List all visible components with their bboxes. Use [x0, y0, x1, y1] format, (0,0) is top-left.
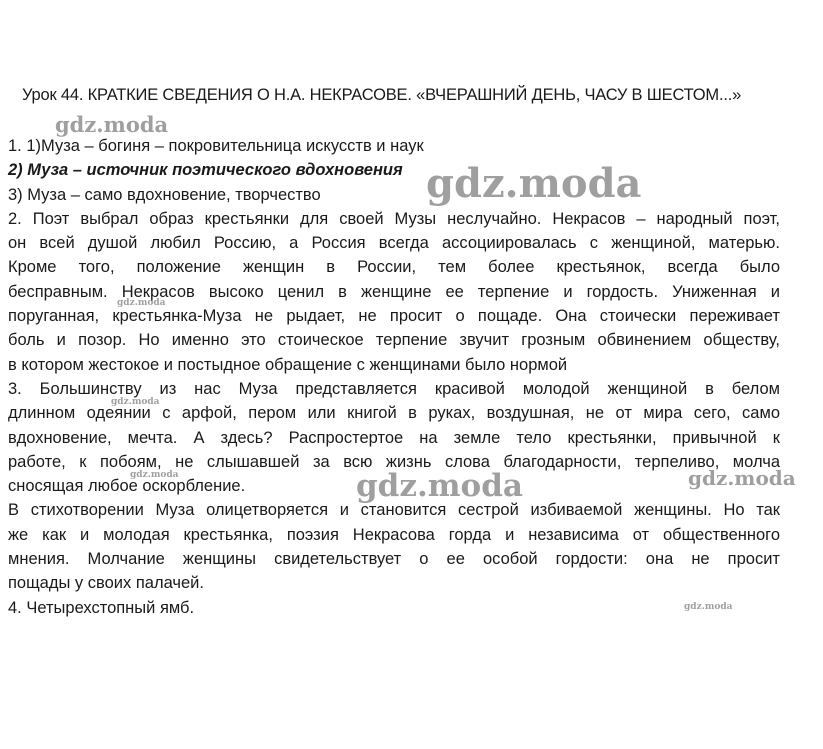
- watermark-logo: gdz.moda: [130, 470, 179, 480]
- answer-1-point-2: 2) Муза – источник поэтического вдохновения: [8, 161, 403, 180]
- watermark-logo: gdz.moda: [55, 112, 169, 137]
- watermark-logo: gdz.moda: [426, 160, 642, 207]
- watermark-logo: gdz.moda: [684, 602, 733, 612]
- answer-2-line-7: в котором жестокое и постыдное обращение с женщинами было нормой: [8, 355, 568, 374]
- watermark-logo: gdz.moda: [356, 468, 523, 504]
- answer-2-line-5: поруганная, крестьянка-Муза не рыдает, не просит о пощаде. Она стоически переживает: [8, 307, 780, 326]
- watermark-logo: gdz.moda: [111, 397, 160, 407]
- watermark-logo: gdz.moda: [688, 466, 796, 490]
- answer-1-point-1: 1. 1)Муза – богиня – покровительница искусств и наук: [8, 137, 424, 155]
- answer-3-line-4: работе, к побоям, не слышавшей за всю жизнь слова благодарности, терпеливо, молча: [8, 452, 780, 471]
- answer-4: 4. Четырехстопный ямб.: [8, 598, 195, 617]
- answer-2-line-6: боль и позор. Но именно это стоическое терпение звучит грозным обвинением обществу,: [8, 331, 780, 350]
- answer-3-line-7: же как и молодая крестьянка, поэзия Некрасова горда и независима от общественного: [8, 525, 780, 544]
- answer-2-line-3: Кроме того, положение женщин в России, тем более крестьянок, всегда было: [8, 258, 780, 277]
- answer-3-line-3: вдохновение, мечта. А здесь? Распростертое на земле тело крестьянки, привычной к: [8, 428, 780, 447]
- answer-2-line-4: бесправным. Некрасов высоко ценил в женщине ее терпение и гордость. Униженная и: [8, 282, 780, 301]
- answer-2-line-1: 2. Поэт выбрал образ крестьянки для своей Музы неслучайно. Некрасов – народный поэт,: [8, 209, 780, 228]
- answer-text: [8, 134, 780, 620]
- answer-2-line-2: он всей душой любил Россию, а Россия всегда ассоциировалась с женщиной, матерью.: [8, 234, 780, 253]
- answer-3-line-6: В стихотворении Муза олицетворяется и становится сестрой избиваемой женщины. Но так: [8, 501, 780, 520]
- answer-3-line-2: длинном одеянии с арфой, пером или книгой в руках, воздушная, не от мира сего, само: [8, 404, 780, 423]
- answer-3-line-9: пощады у своих палачей.: [8, 574, 204, 593]
- answer-3-line-1: 3. Большинству из нас Муза представляется красивой молодой женщиной в белом: [8, 379, 780, 398]
- answer-1-point-3: 3) Муза – само вдохновение, творчество: [8, 185, 321, 204]
- watermark-logo: gdz.moda: [117, 298, 166, 308]
- answer-3-line-5: сносящая любое оскорбление.: [8, 477, 246, 496]
- answer-3-line-8: мнения. Молчание женщины свидетельствует о ее особой гордости: она не просит: [8, 550, 780, 569]
- lesson-title: Урок 44. КРАТКИЕ СВЕДЕНИЯ О Н.А. НЕКРАСОВЕ. «ВЧЕРАШНИЙ ДЕНЬ, ЧАСУ В ШЕСТОМ...»: [22, 86, 742, 104]
